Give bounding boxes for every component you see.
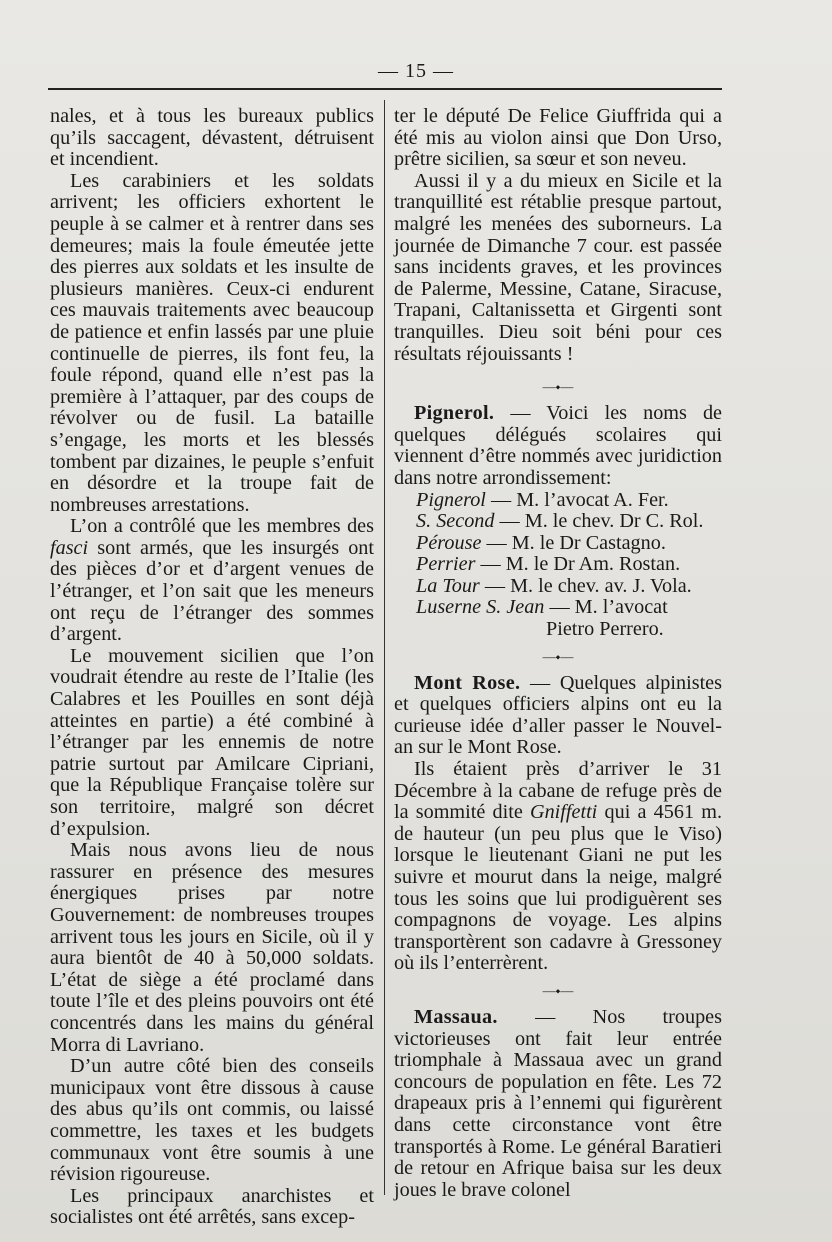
section-ornament: —⬩— xyxy=(542,982,574,998)
mont-rose-text-start: Ils étaient près d’arriver le 31 Décembre à la cabane de refuge près de la sommité dite xyxy=(394,758,722,824)
delegate-line xyxy=(416,576,722,598)
delegate-line xyxy=(416,511,722,533)
delegate-place: Perrier xyxy=(416,553,476,576)
left-paragraph-4: Le mouvement sicilien que l’on voudrait étendre au reste de l’Italie (les Calabres et les Pouilles en sont déjà atteintes en partie) a été combiné à l’étranger par les ennemis de notre patrie surtout par Amilcare Cipriani, que la République Française tolère sur son territoire, malgré son décret d’expulsion. xyxy=(50,644,374,840)
column-divider xyxy=(384,100,385,1195)
delegate-name: — M. le chev. av. J. Vola. xyxy=(479,574,692,597)
massaua-heading: Massaua. xyxy=(414,1005,498,1028)
left-paragraph-6: D’un autre côté bien des conseils municipaux vont être dissous à cause des abus qu’ils ont commis, ou laissé commettre, les taxes et les budgets communaux vont être soumis à une révision rigoureuse. xyxy=(50,1055,374,1186)
right-paragraph-1: ter le député De Felice Giuffrida qui a été mis au violon ainsi que Don Urso, prêtre sicilien, sa sœur et son neveu. xyxy=(394,105,722,171)
delegate-line xyxy=(416,490,722,512)
delegate-line xyxy=(416,554,722,576)
delegate-place: Pignerol xyxy=(416,488,486,511)
delegate-name: — M. le Dr Am. Rostan. xyxy=(475,553,681,576)
right-column xyxy=(394,106,722,1201)
delegate-place: La Tour xyxy=(416,574,480,597)
left-paragraph-3 xyxy=(50,516,374,646)
delegate-line-continued: Pietro Perrero. xyxy=(546,618,664,641)
delegate-place: Luserne S. Jean xyxy=(416,596,545,619)
delegate-place: S. Second xyxy=(416,510,495,533)
massaua-article xyxy=(394,1007,722,1201)
left-paragraph-5: Mais nous avons lieu de nous rassurer en présence des mesures énergiques prises par notre Gouvernement: de nombreuses troupes arrivent tous les jours en Sicile, où il y aura bientôt de 40 à 50,000 soldats. L’état de siège a été proclamé dans toute l’île et des pleins pouvoirs ont été concentrés dans les mains du général Morra di Lavriano. xyxy=(50,839,374,1056)
delegate-name: — M. le chev. Dr C. Rol. xyxy=(494,510,704,533)
delegate-name: — M. l’avocat A. Fer. xyxy=(485,488,669,511)
delegate-name: — M. le Dr Castagno. xyxy=(481,531,666,554)
mont-rose-text: — Quelques alpinistes et quelques officiers alpins ont eu la curieuse idée d’aller passer le Nouvel-an sur le Mont Rose. xyxy=(394,671,722,759)
gniffetti-term: Gniffetti xyxy=(530,801,598,824)
delegates-list xyxy=(394,490,722,641)
page-number: — 15 — xyxy=(378,60,454,82)
left-paragraph-7: Les principaux anarchistes et socialistes ont été arrêtés, sans excep- xyxy=(50,1184,374,1229)
pignerol-article xyxy=(394,403,722,489)
delegate-line xyxy=(416,533,722,555)
left-paragraph-3-start: L’on a contrôlé que les membres des xyxy=(70,515,374,538)
left-column xyxy=(50,106,374,1229)
mont-rose-article xyxy=(394,673,722,759)
delegate-name: — M. l’avocat xyxy=(544,596,668,619)
left-paragraph-2: Les carabiniers et les soldats arrivent; les officiers exhortent le peuple à se calmer et à rentrer dans ses demeures; mais la foule émeutée jette des pierres aux soldats et les insulte de plusieurs manières. Ceux-ci endurent ces mauvais traitements avec beaucoup de patience et enfin lassés par une pluie continuelle de pierres, ils font feu, la foule répond, quand elle n’est pas la première à l’attaquer, par des coups de révolver ou de fusil. La bataille s’engage, les morts et les blessés tombent par dizaines, le peuple s’enfuit en désordre et la troupe fait de nombreuses arrestations. xyxy=(50,169,374,516)
mont-rose-heading: Mont Rose. xyxy=(414,671,521,694)
pignerol-heading: Pignerol. xyxy=(414,402,495,425)
pignerol-text: — Voici les noms de quelques délégués scolaires qui viennent d’être nommés avec juridiction dans notre arrondissement: xyxy=(394,402,722,489)
section-ornament: —⬩— xyxy=(542,379,574,395)
fasci-term: fasci xyxy=(50,536,89,559)
delegate-place: Pérouse xyxy=(416,531,482,554)
massaua-text: — Nos troupes victorieuses ont fait leur entrée triomphale à Massaua avec un grand concours de population en fête. Les 72 drapeaux pris à l’ennemi qui figurèrent dans cette circonstance vont être transportés à Rome. Le général Baratieri de retour en Afrique baisa sur les deux joues le brave colonel xyxy=(394,1005,722,1201)
left-paragraph-3-end: sont armés, que les insurgés ont des pièces d’or et d’argent venues de l’étranger, et l’on sait que les meneurs ont reçu de l’étranger des sommes d’argent. xyxy=(50,536,374,646)
right-paragraph-2: Aussi il y a du mieux en Sicile et la tranquillité est rétablie presque partout, malgré les menées des suborneurs. La journée de Dimanche 7 cour. est passée sans incidents graves, et les provinces de Palerme, Messine, Catane, Siracuse, Trapani, Caltanissetta et Girgenti sont tranquilles. Dieu soit béni pour ces résultats réjouissants ! xyxy=(394,169,722,365)
header-rule xyxy=(48,88,722,90)
mont-rose-paragraph-2 xyxy=(394,759,722,975)
mont-rose-text-end: qui a 4561 m. de hauteur (un peu plus que le Viso) lorsque le lieutenant Giani ne put les suivre et mourut dans la neige, malgré tous les soins que lui prodiguèrent ses compagnons de voyage. Les alpins transportèrent son cadavre à Gressoney où ils l’enterrèrent. xyxy=(394,801,722,975)
section-ornament: —⬩— xyxy=(542,648,574,664)
left-paragraph-1: nales, et à tous les bureaux publics qu’ils saccagent, dévastent, détruisent et incendient. xyxy=(50,105,374,171)
delegate-line xyxy=(416,597,722,619)
